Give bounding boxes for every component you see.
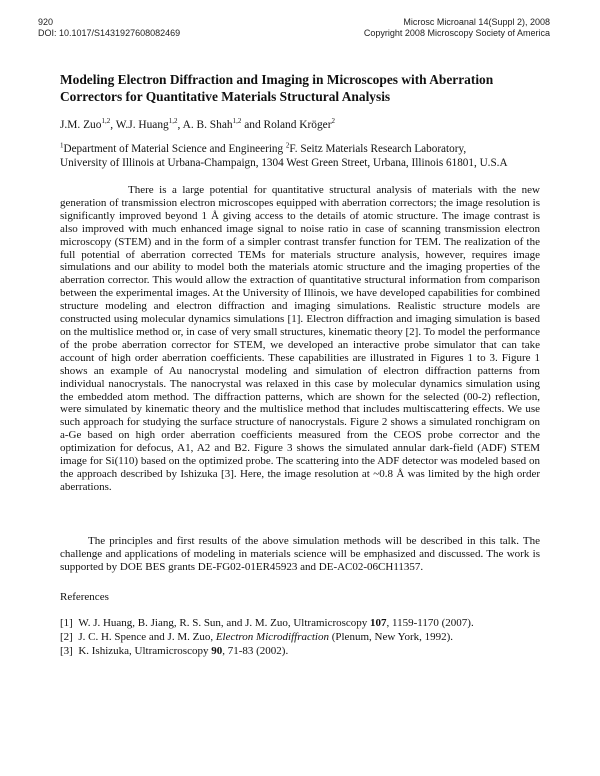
doi: DOI: 10.1017/S1431927608082469 xyxy=(38,28,181,38)
references-heading: References xyxy=(60,591,109,603)
page-number: 920 xyxy=(38,17,54,27)
reference-item: [2] J. C. H. Spence and J. M. Zuo, Electron Microdiffraction (Plenum, New York, 1992). xyxy=(60,631,454,643)
author: J.M. Zuo$^{1,2}$, xyxy=(60,117,116,131)
journal-citation: Microsc Microanal 14(Suppl 2), 2008 xyxy=(403,17,550,27)
reference-item: [3] K. Ishizuka, Ultramicroscopy 90, 71-83 (2002). xyxy=(60,645,289,657)
author: A. B. Shah$^{1,2}$ and xyxy=(182,117,264,131)
author: Roland Kröger$^2$ xyxy=(263,117,336,131)
author-list xyxy=(60,118,550,132)
affiliation: $^1$Department of Material Science and Engineering $^2$F. Seitz Materials Research Laboratory, University of Illinois at Urbana-Champaign, 1304 West Green Street, Urbana, Illinois 61801, U.S.A xyxy=(60,141,508,169)
body-paragraph-2: The principles and first results of the above simulation methods will be described in this talk. The challenge and applications of modeling in materials science will be emphasized and discussed. The work is supported by DOE BES grants DE-FG02-01ER45923 and DE-AC02-06CH11357. xyxy=(60,535,540,573)
reference-item: [1] W. J. Huang, B. Jiang, R. S. Sun, and J. M. Zuo, Ultramicroscopy 107, 1159-1170 (2007). xyxy=(60,617,474,629)
page-header-left xyxy=(38,17,180,39)
copyright: Copyright 2008 Microscopy Society of America xyxy=(363,28,550,38)
author: W.J. Huang$^{1,2}$, xyxy=(115,117,183,131)
paper-title: Modeling Electron Diffraction and Imaging in Microscopes with Aberration Correctors for Quantitative Materials Structural Analysis xyxy=(60,72,494,104)
body-paragraph-1: There is a large potential for quantitative structural analysis of materials with the new generation of transmission electron microscopes equipped with aberration correctors; the image resolution is significantly improved beyond 1 Å giving access to the details of atomic structure. The image contrast is also improved with much enhanced image signal to noise ratio in case of scanning transmission electron microscopy (STEM) and in the form of a simpler contrast transfer function for TEM. The realization of the full potential of aberration corrected TEMs for materials structure analysis, however, requires image simulations and our ability to model both the materials atomic structure and the imaging properties of the aberration corrector. This would allow the extraction of quantitative structural information from comparison between the experimental images. At the University of Illinois, we have developed capabilities for combined structure modeling and electron diffraction and imaging simulations. Realistic structure models are constructed using molecular dynamics simulations [1]. Electron diffraction and imaging simulation is based on the multislice method or, in case of very small structures, kinematic theory [2]. To model the performance of the probe aberration corrector for STEM, we developed an interactive probe simulator that can take account of high order aberration coefficients. These capabilities are illustrated in Figures 1 to 3. Figure 1 shows an example of Au nanocrystal modeling and simulation of electron diffraction patterns from individual nanocrystals. The nanocrystal was relaxed in this case by molecular dynamics simulation using the embedded atom method. The diffraction patterns, which are shown for the selected (00-2) reflection, were simulated by kinematic theory and the multislice method that includes multiscattering effects. We use such approach for studying the surface structure of nanocrystals. Figure 2 shows a simulated ronchigram on a-Ge based on high order aberration coefficients measured from the CEOS probe corrector and the optimization for defocus, A1, A2 and B2. Figure 3 shows the simulated annular dark-field (ADF) STEM image for Si(110) based on the optimized probe. The scattering into the ADF detector was modeled based on the approach described by Ishizuka [3]. Here, the image resolution at ~0.8 Å was limited by the high order aberrations. xyxy=(60,184,540,493)
reference-list xyxy=(60,616,560,658)
page-header-right xyxy=(364,17,550,39)
